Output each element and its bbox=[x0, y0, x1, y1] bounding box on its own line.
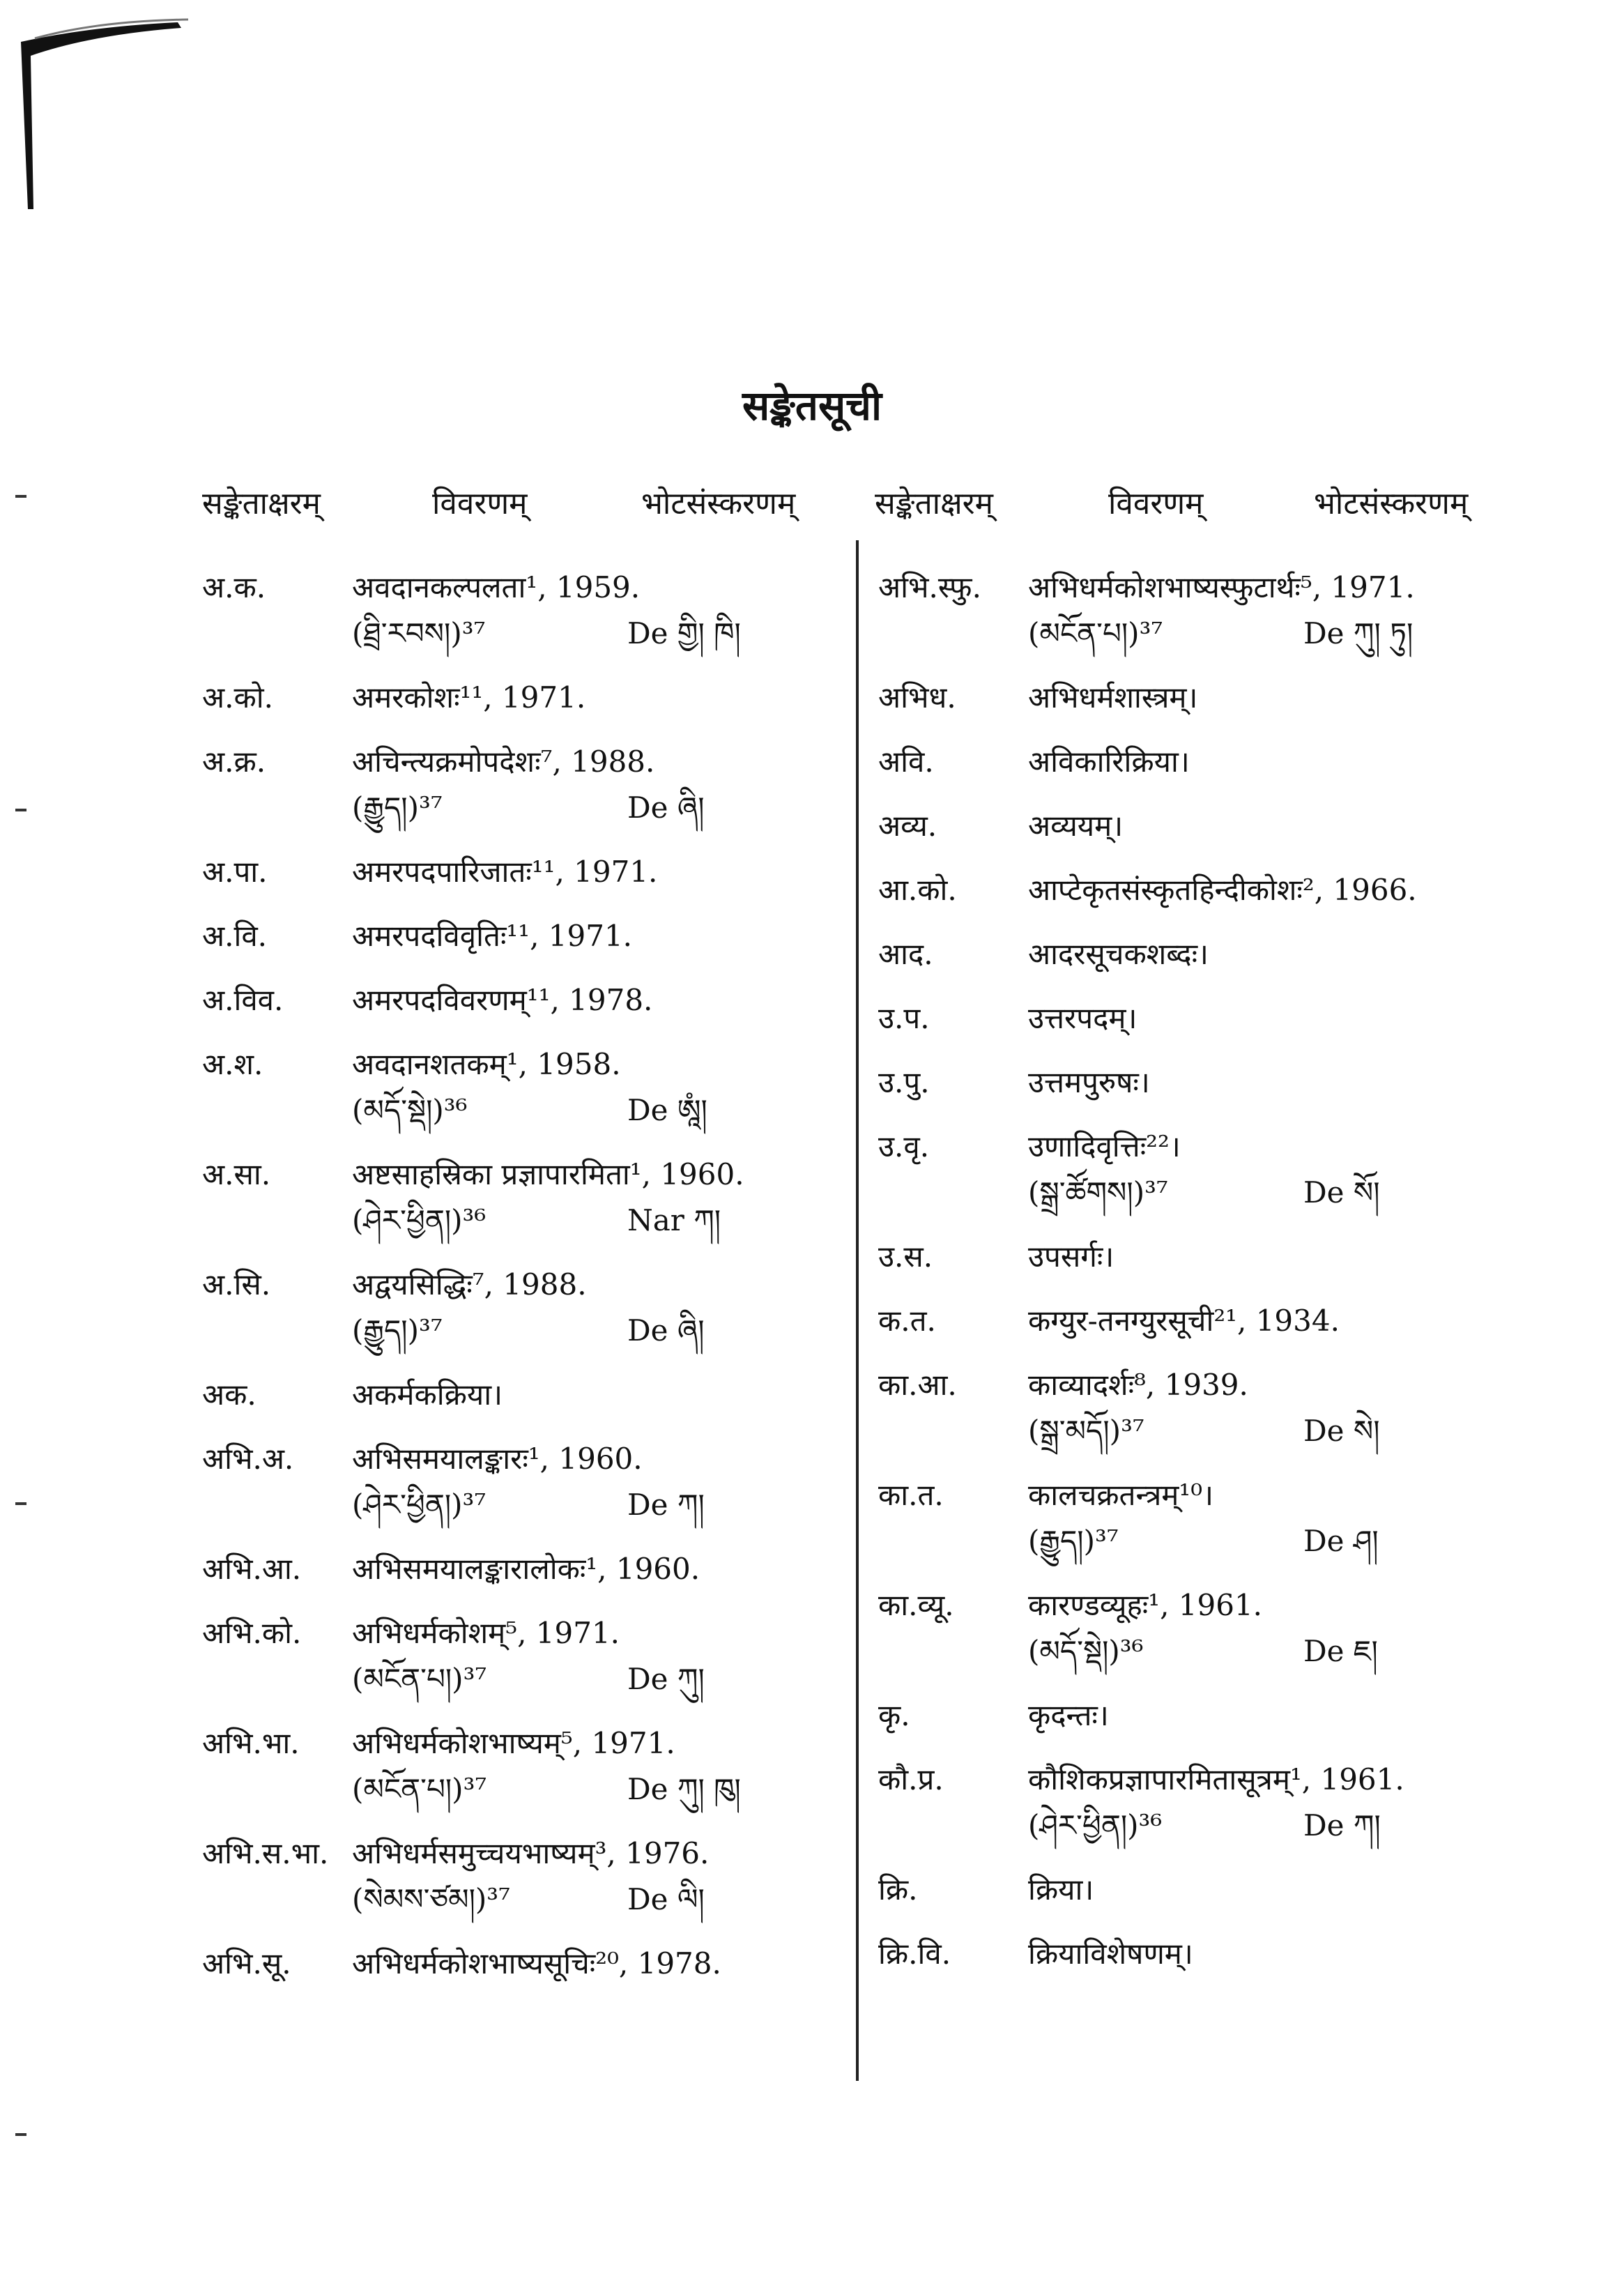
description: अभिधर्मकोशभाष्यम्⁵, 1971. bbox=[352, 1726, 675, 1760]
list-item bbox=[878, 1060, 1575, 1106]
description: अभिधर्मसमुच्चयभाष्यम्³, 1976. bbox=[352, 1836, 710, 1870]
entry-tibetan-row bbox=[202, 1877, 899, 1923]
abbreviation: अक. bbox=[202, 1377, 256, 1412]
entry-tibetan-row bbox=[202, 611, 899, 657]
description: अव्ययम्। bbox=[1028, 809, 1124, 843]
entry-main-row bbox=[878, 565, 1575, 611]
abbreviation: अभि.स्फु. bbox=[878, 570, 981, 604]
description: अभिधर्मशास्त्रम्। bbox=[1028, 680, 1198, 715]
tibetan-reference: (རྒྱུད།)³⁷ bbox=[352, 1313, 443, 1348]
list-item bbox=[202, 849, 899, 895]
list-item bbox=[878, 1124, 1575, 1216]
entry-main-row bbox=[202, 1372, 899, 1418]
description: कृदन्तः। bbox=[1028, 1698, 1109, 1732]
list-item bbox=[878, 1693, 1575, 1739]
description: अमरपदविवरणम्¹¹, 1978. bbox=[352, 983, 653, 1017]
entry-main-row bbox=[202, 1941, 899, 1987]
abbreviation: का.व्यू. bbox=[878, 1588, 954, 1622]
list-item bbox=[878, 675, 1575, 721]
abbreviation: अ.पा. bbox=[202, 855, 268, 889]
entry-main-row bbox=[202, 1152, 899, 1198]
edition-reference: De ཀུ། ཏུ། bbox=[1303, 616, 1414, 650]
abbreviation: क्रि. bbox=[878, 1872, 918, 1907]
page-title: सङ्केतसूची bbox=[742, 382, 882, 429]
list-item bbox=[202, 913, 899, 959]
description: अमरपदपारिजातः¹¹, 1971. bbox=[352, 855, 658, 889]
description: आदरसूचकशब्दः। bbox=[1028, 937, 1209, 971]
description: अभिधर्मकोशभाष्यस्फुटार्थः⁵, 1971. bbox=[1028, 570, 1415, 604]
tibetan-reference: (སྒྲ་མདོ།)³⁷ bbox=[1028, 1414, 1144, 1448]
entry-main-row bbox=[878, 931, 1575, 977]
abbreviation: अभिध. bbox=[878, 680, 956, 715]
tibetan-reference: (མངོན་པ།)³⁷ bbox=[1028, 616, 1163, 650]
abbreviation: अ.श. bbox=[202, 1047, 263, 1081]
list-item bbox=[202, 565, 899, 657]
list-item bbox=[202, 675, 899, 721]
entry-main-row bbox=[202, 1041, 899, 1087]
description: उत्तरपदम्। bbox=[1028, 1001, 1137, 1035]
entry-tibetan-row bbox=[202, 1482, 899, 1528]
description: अभिधर्मकोशम्⁵, 1971. bbox=[352, 1616, 620, 1650]
list-item bbox=[878, 931, 1575, 977]
list-item bbox=[878, 1234, 1575, 1280]
edition-reference: De གྱི། ཁི། bbox=[627, 616, 741, 650]
abbreviation: अभि.अ. bbox=[202, 1442, 294, 1476]
list-item bbox=[878, 1757, 1575, 1849]
entry-main-row bbox=[878, 1757, 1575, 1803]
edition-reference: De ཞི། bbox=[627, 791, 705, 825]
entry-main-row bbox=[202, 1436, 899, 1482]
list-item bbox=[202, 977, 899, 1023]
tibetan-reference: (མངོན་པ།)³⁷ bbox=[352, 1662, 487, 1696]
description: अभिसमयालङ्कारः¹, 1960. bbox=[352, 1442, 643, 1476]
tibetan-reference: (མདོ་སྡེ།)³⁶ bbox=[1028, 1634, 1144, 1668]
entry-main-row bbox=[202, 565, 899, 611]
abbreviation: अ.क. bbox=[202, 570, 266, 604]
description: अवदानकल्पलता¹, 1959. bbox=[352, 570, 641, 604]
abbreviation: अ.विव. bbox=[202, 983, 284, 1017]
entry-main-row bbox=[878, 1582, 1575, 1628]
entry-main-row bbox=[878, 803, 1575, 849]
entry-main-row bbox=[878, 1693, 1575, 1739]
abbreviation: आ.को. bbox=[878, 873, 957, 907]
right-column bbox=[878, 565, 1575, 1995]
entry-tibetan-row bbox=[878, 611, 1575, 657]
list-item bbox=[202, 1546, 899, 1592]
abbreviation: कौ.प्र. bbox=[878, 1762, 944, 1796]
list-item bbox=[878, 1867, 1575, 1913]
tibetan-reference: (ཐྲི་རབས།)³⁷ bbox=[352, 616, 486, 650]
edition-reference: De ཀུ། ཁུ། bbox=[627, 1772, 741, 1806]
entry-main-row bbox=[878, 1867, 1575, 1913]
list-item bbox=[202, 1720, 899, 1812]
description: कालचक्रतन्त्रम्¹⁰। bbox=[1028, 1478, 1214, 1512]
header-tib-left: भोटसंस्करणम् bbox=[641, 486, 796, 521]
entry-main-row bbox=[202, 1610, 899, 1656]
entry-tibetan-row bbox=[878, 1518, 1575, 1564]
entry-tibetan-row bbox=[202, 1087, 899, 1133]
entry-main-row bbox=[202, 739, 899, 785]
entry-tibetan-row bbox=[878, 1628, 1575, 1674]
edition-reference: De སོ། bbox=[1303, 1175, 1380, 1209]
entry-tibetan-row bbox=[202, 785, 899, 831]
list-item bbox=[878, 1298, 1575, 1344]
list-item bbox=[878, 565, 1575, 657]
abbreviation: उ.वृ. bbox=[878, 1129, 930, 1163]
abbreviation: अभि.भा. bbox=[202, 1726, 300, 1760]
abbreviation: अवि. bbox=[878, 745, 934, 779]
margin-mark bbox=[15, 495, 26, 498]
entry-tibetan-row bbox=[878, 1803, 1575, 1849]
description: अमरकोशः¹¹, 1971. bbox=[352, 680, 586, 715]
description: कग्युर-तनग्युरसूची²¹, 1934. bbox=[1028, 1304, 1340, 1338]
entry-tibetan-row bbox=[202, 1766, 899, 1812]
entry-main-row bbox=[202, 1546, 899, 1592]
entry-tibetan-row bbox=[202, 1198, 899, 1244]
edition-reference: De ཞི། bbox=[627, 1313, 705, 1348]
entry-main-row bbox=[878, 1931, 1575, 1977]
list-item bbox=[878, 995, 1575, 1041]
entry-main-row bbox=[878, 675, 1575, 721]
abbreviation: कृ. bbox=[878, 1698, 910, 1732]
abbreviation: का.त. bbox=[878, 1478, 944, 1512]
scan-corner-mark bbox=[7, 14, 195, 209]
list-item bbox=[878, 1931, 1575, 1977]
header-desc-left: विवरणम् bbox=[432, 486, 528, 521]
abbreviation: अ.वि. bbox=[202, 919, 268, 953]
tibetan-reference: (མངོན་པ།)³⁷ bbox=[352, 1772, 487, 1806]
edition-reference: De ལི། bbox=[627, 1882, 705, 1916]
entry-main-row bbox=[202, 913, 899, 959]
entry-main-row bbox=[878, 1234, 1575, 1280]
description: अविकारिक्रिया। bbox=[1028, 745, 1190, 779]
entry-main-row bbox=[202, 1720, 899, 1766]
margin-mark bbox=[15, 809, 26, 811]
description: अद्वयसिद्धिः⁷, 1988. bbox=[352, 1267, 587, 1302]
description: अकर्मकक्रिया। bbox=[352, 1377, 503, 1412]
edition-reference: De ཤ། bbox=[1303, 1524, 1379, 1558]
edition-reference: De ཀ། bbox=[1303, 1808, 1381, 1842]
list-item bbox=[202, 1262, 899, 1354]
description: काव्यादर्शः⁸, 1939. bbox=[1028, 1368, 1248, 1402]
list-item bbox=[202, 1610, 899, 1702]
list-item bbox=[878, 1362, 1575, 1454]
abbreviation: अभि.स.भा. bbox=[202, 1836, 329, 1870]
description: अचिन्त्यक्रमोपदेशः⁷, 1988. bbox=[352, 745, 655, 779]
description: क्रिया। bbox=[1028, 1872, 1094, 1907]
abbreviation: क्रि.वि. bbox=[878, 1937, 951, 1971]
header-abbr-left: सङ्केताक्षरम् bbox=[202, 486, 321, 521]
entry-main-row bbox=[202, 1831, 899, 1877]
margin-mark bbox=[15, 2133, 26, 2136]
tibetan-reference: (མདོ་སྡེ།)³⁶ bbox=[352, 1093, 468, 1127]
abbreviation: क.त. bbox=[878, 1304, 936, 1338]
tibetan-reference: (ཤེར་ཕྱིན།)³⁷ bbox=[352, 1488, 487, 1522]
abbreviation: उ.पु. bbox=[878, 1065, 930, 1099]
abbreviation: अभि.सू. bbox=[202, 1946, 291, 1980]
description: कौशिकप्रज्ञापारमितासूत्रम्¹, 1961. bbox=[1028, 1762, 1404, 1796]
margin-mark bbox=[15, 1502, 26, 1505]
left-column bbox=[202, 565, 899, 2005]
list-item bbox=[202, 1152, 899, 1244]
entry-main-row bbox=[878, 1060, 1575, 1106]
header-abbr-right: सङ्केताक्षरम् bbox=[875, 486, 993, 521]
description: अभिसमयालङ्कारालोकः¹, 1960. bbox=[352, 1552, 700, 1586]
abbreviation: अ.क्र. bbox=[202, 745, 266, 779]
entry-tibetan-row bbox=[202, 1308, 899, 1354]
list-item bbox=[202, 1831, 899, 1923]
edition-reference: De སེ། bbox=[1303, 1414, 1380, 1448]
list-item bbox=[202, 1941, 899, 1987]
entry-main-row bbox=[202, 1262, 899, 1308]
list-item bbox=[878, 739, 1575, 785]
entry-main-row bbox=[878, 1298, 1575, 1344]
abbreviation: अभि.आ. bbox=[202, 1552, 302, 1586]
edition-reference: De ཀུ། bbox=[627, 1662, 705, 1696]
entry-main-row bbox=[202, 675, 899, 721]
entry-main-row bbox=[878, 1362, 1575, 1408]
description: उत्तमपुरुषः। bbox=[1028, 1065, 1150, 1099]
entry-tibetan-row bbox=[878, 1408, 1575, 1454]
edition-reference: De ཀ། bbox=[627, 1488, 705, 1522]
abbreviation: अ.सा. bbox=[202, 1157, 271, 1191]
description: उणादिवृत्तिः²²। bbox=[1028, 1129, 1181, 1163]
description: कारण्डव्यूहः¹, 1961. bbox=[1028, 1588, 1263, 1622]
tibetan-reference: (ཤེར་ཕྱིན།)³⁶ bbox=[352, 1203, 487, 1237]
abbreviation: अ.सि. bbox=[202, 1267, 271, 1302]
abbreviation: उ.प. bbox=[878, 1001, 930, 1035]
description: अमरपदविवृतिः¹¹, 1971. bbox=[352, 919, 633, 953]
entry-main-row bbox=[202, 977, 899, 1023]
list-item bbox=[878, 867, 1575, 913]
edition-reference: Nar ཀ། bbox=[627, 1203, 721, 1237]
description: अभिधर्मकोशभाष्यसूचिः²⁰, 1978. bbox=[352, 1946, 721, 1980]
entry-main-row bbox=[878, 1472, 1575, 1518]
description: अवदानशतकम्¹, 1958. bbox=[352, 1047, 621, 1081]
abbreviation: आद. bbox=[878, 937, 933, 971]
list-item bbox=[202, 1041, 899, 1133]
tibetan-reference: (རྒྱུད།)³⁷ bbox=[1028, 1524, 1119, 1558]
abbreviation: उ.स. bbox=[878, 1239, 933, 1274]
list-item bbox=[202, 1372, 899, 1418]
description: क्रियाविशेषणम्। bbox=[1028, 1937, 1193, 1971]
list-item bbox=[202, 1436, 899, 1528]
entry-tibetan-row bbox=[878, 1170, 1575, 1216]
entry-tibetan-row bbox=[202, 1656, 899, 1702]
tibetan-reference: (སྒྲ་ཚོགས།)³⁷ bbox=[1028, 1175, 1168, 1209]
tibetan-reference: (རྒྱུད།)³⁷ bbox=[352, 791, 443, 825]
edition-reference: De ཇ། bbox=[1303, 1634, 1378, 1668]
entry-main-row bbox=[878, 867, 1575, 913]
description: अष्टसाहस्रिका प्रज्ञापारमिता¹, 1960. bbox=[352, 1157, 744, 1191]
list-item bbox=[878, 1582, 1575, 1674]
list-item bbox=[878, 1472, 1575, 1564]
abbreviation: अ.को. bbox=[202, 680, 273, 715]
description: आप्टेकृतसंस्कृतहिन्दीकोशः², 1966. bbox=[1028, 873, 1417, 907]
list-item bbox=[202, 739, 899, 831]
abbreviation: अभि.को. bbox=[202, 1616, 302, 1650]
entry-main-row bbox=[878, 1124, 1575, 1170]
edition-reference: De ཨཱཾ། bbox=[627, 1093, 707, 1127]
entry-main-row bbox=[202, 849, 899, 895]
abbreviation: का.आ. bbox=[878, 1368, 957, 1402]
header-desc-right: विवरणम् bbox=[1108, 486, 1204, 521]
entry-main-row bbox=[878, 995, 1575, 1041]
abbreviation: अव्य. bbox=[878, 809, 937, 843]
tibetan-reference: (ཤེར་ཕྱིན།)³⁶ bbox=[1028, 1808, 1163, 1842]
entry-main-row bbox=[878, 739, 1575, 785]
tibetan-reference: (སེམས་ཙམ།)³⁷ bbox=[352, 1882, 510, 1916]
description: उपसर्गः। bbox=[1028, 1239, 1114, 1274]
header-tib-right: भोटसंस्करणम् bbox=[1314, 486, 1469, 521]
list-item bbox=[878, 803, 1575, 849]
